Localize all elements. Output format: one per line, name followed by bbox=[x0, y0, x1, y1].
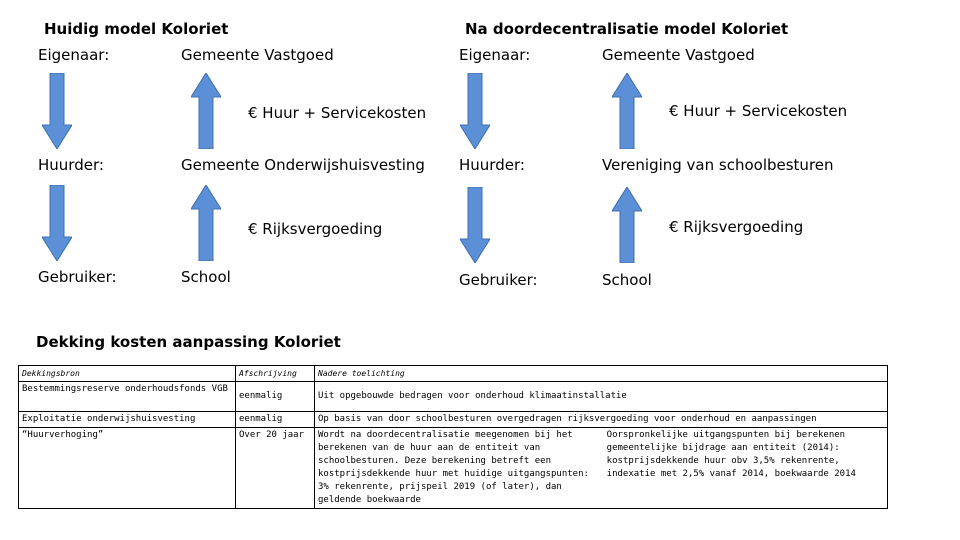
left-up-arrow-icon-2 bbox=[191, 185, 221, 261]
right-owner-value: Gemeente Vastgoed bbox=[602, 46, 755, 64]
header-depreciation: Afschrijving bbox=[236, 366, 315, 382]
right-subsidy-label: € Rijksvergoeding bbox=[669, 218, 804, 236]
right-user-label: Gebruiker: bbox=[459, 271, 538, 289]
row-source: Exploitatie onderwijshuisvesting bbox=[19, 412, 236, 428]
table-row bbox=[19, 428, 888, 509]
right-tenant-label: Huurder: bbox=[459, 156, 525, 174]
right-rent-label: € Huur + Servicekosten bbox=[669, 102, 848, 120]
table-row bbox=[19, 412, 888, 428]
row-notes: Op basis van door schoolbesturen overgedragen rijksvergoeding voor onderhoud en aanpassingen bbox=[315, 412, 888, 428]
right-up-arrow-icon bbox=[612, 73, 642, 149]
left-user-value: School bbox=[181, 268, 231, 286]
left-tenant-value: Gemeente Onderwijshuisvesting bbox=[181, 156, 425, 174]
right-model-title: Na doordecentralisatie model Koloriet bbox=[465, 20, 789, 38]
header-notes: Nadere toelichting bbox=[315, 366, 888, 382]
row-notes-main: Wordt na doordecentralisatie meegenomen bij het berekenen van de huur aan de entiteit van schoolbesturen. Deze berekening betreft een kostprijsdekkende huur met huidige uitgangspunten: 3% rekenrente, prijspeil 2019 (of later), dan geldende boekwaarde bbox=[318, 430, 589, 505]
row-notes: Uit opgebouwde bedragen voor onderhoud klimaatinstallatie bbox=[315, 382, 888, 412]
left-owner-label: Eigenaar: bbox=[38, 46, 110, 64]
row-depreciation: Over 20 jaar bbox=[236, 428, 315, 509]
right-user-value: School bbox=[602, 271, 652, 289]
row-depreciation: eenmalig bbox=[236, 382, 315, 412]
left-model-title: Huidig model Koloriet bbox=[44, 20, 229, 38]
left-user-label: Gebruiker: bbox=[38, 268, 117, 286]
right-down-arrow-icon bbox=[460, 73, 490, 149]
right-owner-label: Eigenaar: bbox=[459, 46, 531, 64]
header-source: Dekkingsbron bbox=[19, 366, 236, 382]
table-row bbox=[19, 382, 888, 412]
row-source-text: Bestemmingsreserve onderhoudsfonds VGB bbox=[22, 384, 228, 394]
left-rent-label: € Huur + Servicekosten bbox=[248, 104, 427, 122]
row-notes-extra: Oorspronkelijke uitgangspunten bij berekenen gemeentelijke bijdrage aan entiteit (2014): kostprijsdekkende huur obv 3,5% rekenrente, indexatie met 2,5% vanaf 2014, boekwaarde 2014 bbox=[606, 430, 856, 479]
left-down-arrow-icon-2 bbox=[42, 185, 72, 261]
row-source: “Huurverhoging” bbox=[19, 428, 236, 509]
row-notes bbox=[315, 428, 888, 509]
left-tenant-label: Huurder: bbox=[38, 156, 104, 174]
right-down-arrow-icon-2 bbox=[460, 187, 490, 263]
cost-section-title: Dekking kosten aanpassing Koloriet bbox=[36, 333, 341, 351]
right-tenant-value: Vereniging van schoolbesturen bbox=[602, 156, 834, 174]
left-down-arrow-icon bbox=[42, 73, 72, 149]
left-up-arrow-icon bbox=[191, 73, 221, 149]
right-up-arrow-icon-2 bbox=[612, 187, 642, 263]
left-subsidy-label: € Rijksvergoeding bbox=[248, 220, 383, 238]
row-source bbox=[19, 382, 236, 412]
cost-table bbox=[18, 365, 888, 509]
row-depreciation: eenmalig bbox=[236, 412, 315, 428]
left-owner-value: Gemeente Vastgoed bbox=[181, 46, 334, 64]
table-header-row bbox=[19, 366, 888, 382]
